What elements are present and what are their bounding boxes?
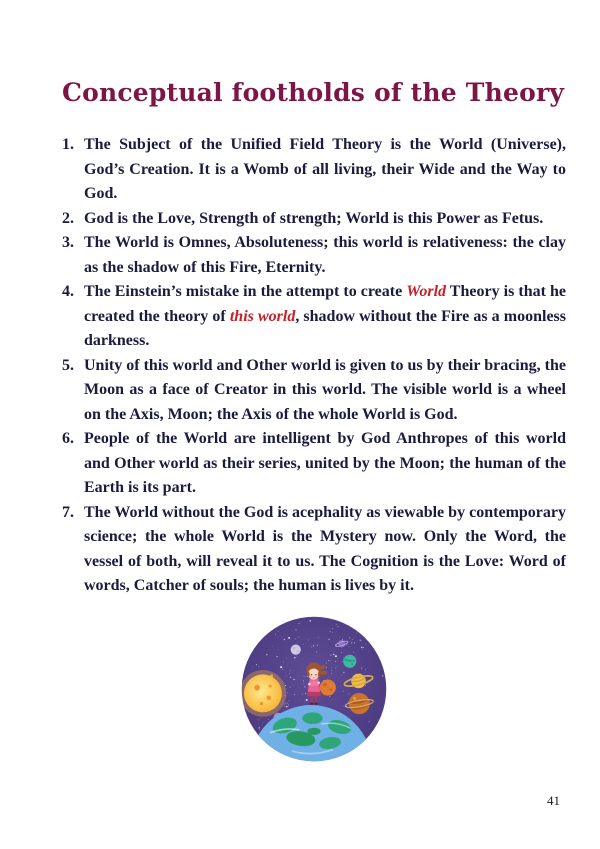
orange-planet bbox=[320, 679, 336, 695]
list-item-number: 5. bbox=[62, 356, 74, 374]
list-item-number: 2. bbox=[62, 209, 74, 227]
list-item-number: 1. bbox=[62, 136, 74, 154]
list-item-number: 6. bbox=[62, 430, 74, 448]
page-title: Conceptual footholds of the Theory bbox=[62, 78, 565, 107]
list-item-text: Unity of this world and Other world is given to us by their bracing, the Moon as a face of Creator in this world. The visible world is a wheel on the Axis, Moon; the Axis of the whole World is God. bbox=[84, 356, 566, 423]
highlighted-term: World bbox=[406, 283, 447, 301]
list-item-number: 3. bbox=[62, 234, 74, 252]
list-item bbox=[62, 501, 566, 599]
teal-planet bbox=[343, 654, 356, 667]
list-item bbox=[62, 280, 566, 354]
list-item-text: People of the World are intelligent by God Anthropes of this world and Other world as their series, united by the Moon; the human of the Earth is its part. bbox=[84, 430, 566, 497]
space-illustration-svg bbox=[241, 616, 387, 762]
list-item-text: The World without the God is acephality as viewable by contemporary science; the whole World is the Mystery now. Only the Word, the vessel of both, will reveal it to us. The Cognition is the Love: Word of words, Catcher of souls; the human is lives by it. bbox=[84, 503, 566, 595]
space-illustration bbox=[241, 616, 387, 762]
list-item bbox=[62, 427, 566, 501]
list-item-number: 4. bbox=[62, 283, 74, 301]
list-item-text: The Einstein’s mistake in the attempt to create World Theory is that he created the theory of this world, shadow without the Fire as a moonless darkness. bbox=[84, 283, 567, 350]
page-number: 41 bbox=[547, 793, 560, 808]
list-item bbox=[62, 231, 566, 280]
list-item bbox=[62, 207, 566, 232]
list-item bbox=[62, 133, 566, 207]
moon bbox=[291, 644, 301, 654]
numbered-list bbox=[62, 133, 566, 599]
list-item-number: 7. bbox=[62, 503, 74, 521]
sun bbox=[241, 670, 286, 717]
list-item-text: The World is Omnes, Absoluteness; this world is relativeness: the clay as the shadow of this Fire, Eternity. bbox=[84, 234, 566, 276]
highlighted-term: this world bbox=[229, 307, 296, 325]
list-item bbox=[62, 354, 566, 428]
list-item-text: The Subject of the Unified Field Theory is the World (Universe), God’s Creation. It is a Womb of all living, their Wide and the Way to God. bbox=[84, 136, 566, 203]
list-item-text: God is the Love, Strength of strength; World is this Power as Fetus. bbox=[84, 209, 544, 227]
